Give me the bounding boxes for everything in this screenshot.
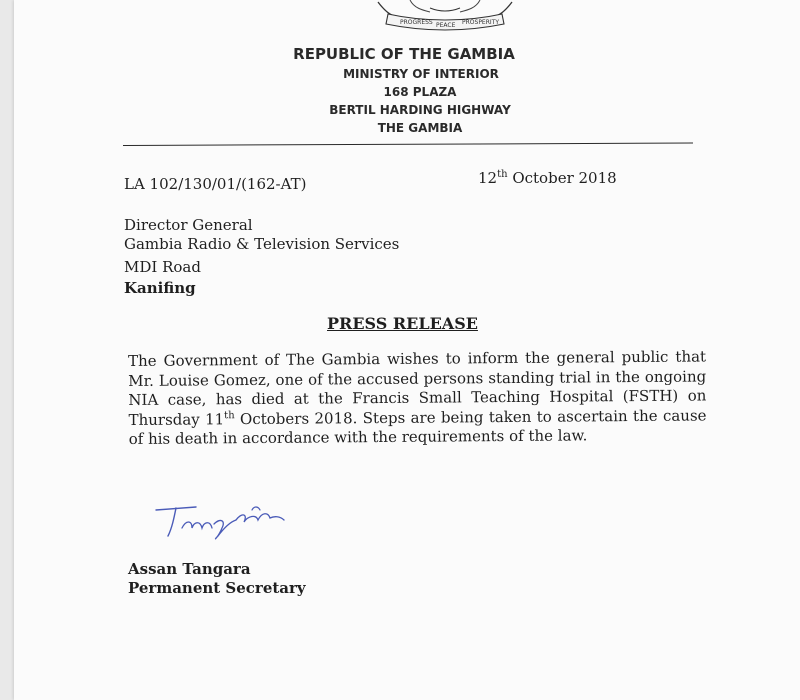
header-ministry: MINISTRY OF INTERIOR [343,67,499,81]
recipient-title: Director General [124,216,253,234]
header-country-short: THE GAMBIA [377,121,463,135]
motto-progress: PROGRESS [400,19,433,26]
date-day: 12 [478,169,498,187]
motto-peace: PEACE [436,22,456,29]
header-plaza: 168 PLAZA [383,85,457,99]
coat-of-arms-icon [370,0,520,32]
body-part-2: Octobers 2018. Steps are being taken to ascertain the cause of his death in accordance with the requirements of the law. [128,405,707,448]
letter-date [478,169,617,187]
header-divider [123,143,693,146]
document-page [14,0,800,700]
header-country: REPUBLIC OF THE GAMBIA [293,45,515,63]
date-suffix: th [497,169,508,180]
motto-prosperity: PROSPERITY [462,19,499,26]
signatory-name: Assan Tangara [128,560,251,578]
reference-number: LA 102/130/01/(162-AT) [124,175,307,193]
recipient-organization: Gambia Radio & Television Services [124,235,400,253]
signatory-position: Permanent Secretary [128,579,306,597]
recipient-town: Kanifing [124,279,196,297]
press-release-body [128,347,707,449]
header-highway: BERTIL HARDING HIGHWAY [329,103,511,117]
body-part-1: The Government of The Gambia wishes to inform the general public that Mr. Louise Gomez, one of the accused persons standing trial in the ongoing NIA case, has died at the Francis Small Teaching Hospital (FSTH) on Thursday 11 [128,347,707,429]
document-subject: PRESS RELEASE [327,314,478,333]
recipient-street: MDI Road [124,258,201,276]
body-superscript: th [224,409,235,421]
date-rest: October 2018 [507,169,617,187]
handwritten-signature [148,498,308,548]
